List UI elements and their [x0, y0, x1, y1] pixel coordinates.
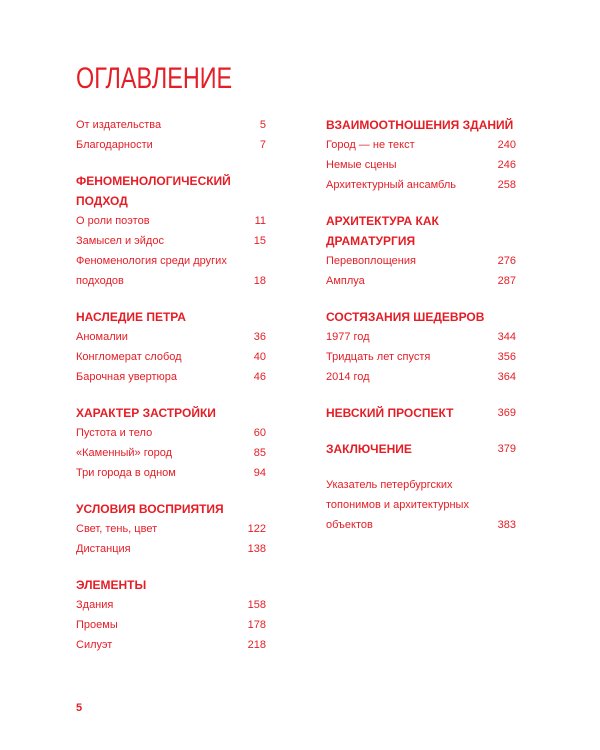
entry-page: 246 — [497, 159, 516, 171]
toc-entry[interactable] — [326, 175, 516, 195]
entry-page: 36 — [253, 331, 266, 343]
toc-entry[interactable] — [76, 519, 266, 539]
toc-entry[interactable] — [326, 367, 516, 387]
entry-label: Проемы — [76, 619, 118, 631]
section-title: НЕВСКИЙ ПРОСПЕКТ — [326, 406, 454, 420]
section-title: АРХИТЕКТУРА КАК ДРАМАТУРГИЯ — [326, 214, 439, 248]
page-number: 5 — [76, 702, 83, 714]
entry-label: 1977 год — [326, 331, 370, 343]
entry-label: Барочная увертюра — [76, 371, 178, 383]
entry-label: Указатель петербургских топонимов и архитектурных объектов — [326, 479, 469, 531]
toc-entry[interactable] — [76, 443, 266, 463]
entry-page: 11 — [254, 215, 266, 227]
entry-page: 138 — [247, 543, 266, 555]
entry-page: 364 — [497, 371, 516, 383]
entry-label: О роли поэтов — [76, 215, 150, 227]
section-title: СОСТЯЗАНИЯ ШЕДЕВРОВ — [326, 310, 485, 324]
entry-page: 240 — [497, 139, 516, 151]
entry-page: 344 — [497, 331, 516, 343]
entry-label: Тридцать лет спустя — [326, 351, 431, 363]
entry-label: Благодарности — [76, 139, 153, 151]
toc-entry[interactable] — [326, 347, 516, 367]
entry-label: Конгломерат слобод — [76, 351, 182, 363]
toc-entry[interactable] — [76, 231, 266, 251]
section-heading[interactable] — [76, 171, 231, 211]
toc-entry[interactable] — [76, 327, 266, 347]
section-title: ВЗАИМООТНОШЕНИЯ ЗДАНИЙ — [326, 118, 514, 132]
toc-entry[interactable] — [326, 271, 516, 291]
section-heading-conclusion[interactable] — [326, 439, 516, 459]
entry-label: Архитектурный ансамбль — [326, 179, 456, 191]
toc-entry[interactable] — [326, 155, 516, 175]
toc-right-column — [326, 115, 516, 535]
entry-page: 178 — [247, 619, 266, 631]
entry-label: Аномалии — [76, 331, 128, 343]
entry-page: 218 — [247, 639, 266, 651]
entry-page: 5 — [259, 119, 266, 131]
entry-label: Перевоплощения — [326, 255, 416, 267]
section-heading[interactable] — [76, 499, 266, 519]
section-heading[interactable] — [326, 307, 516, 327]
section-heading[interactable] — [76, 403, 266, 423]
toc-entry[interactable] — [76, 463, 266, 483]
entry-label: Амплуа — [326, 275, 365, 287]
entry-page: 258 — [497, 179, 516, 191]
toc-entry[interactable] — [76, 211, 266, 231]
toc-entry[interactable] — [76, 135, 266, 155]
section-title: ХАРАКТЕР ЗАСТРОЙКИ — [76, 406, 216, 420]
entry-page: 46 — [253, 371, 266, 383]
entry-label: Свет, тень, цвет — [76, 523, 158, 535]
entry-page: 15 — [253, 235, 266, 247]
section-heading[interactable] — [326, 115, 516, 135]
entry-label: Замысел и эйдос — [76, 235, 164, 247]
entry-page: 94 — [253, 467, 266, 479]
entry-page: 379 — [497, 443, 516, 455]
entry-page: 369 — [497, 407, 516, 419]
section-heading[interactable] — [76, 575, 266, 595]
entry-label: Немые сцены — [326, 159, 397, 171]
entry-label: Пустота и тело — [76, 427, 153, 439]
entry-label: Силуэт — [76, 639, 113, 651]
entry-page: 18 — [253, 275, 266, 287]
toc-entry[interactable] — [76, 367, 266, 387]
toc-entry[interactable] — [76, 251, 266, 291]
entry-page: 383 — [497, 519, 516, 531]
toc-entry[interactable] — [76, 595, 266, 615]
section-title: УСЛОВИЯ ВОСПРИЯТИЯ — [76, 502, 224, 516]
toc-entry[interactable] — [76, 115, 266, 135]
section-title: ФЕНОМЕНОЛОГИЧЕСКИЙ ПОДХОД — [76, 174, 231, 208]
entry-label: 2014 год — [326, 371, 370, 383]
toc-entry[interactable] — [76, 347, 266, 367]
section-title: НАСЛЕДИЕ ПЕТРА — [76, 310, 186, 324]
toc-entry[interactable] — [326, 135, 516, 155]
toc-left-column — [76, 115, 266, 655]
section-heading[interactable] — [76, 307, 266, 327]
entry-page: 122 — [247, 523, 266, 535]
entry-label: «Каменный» город — [76, 447, 172, 459]
toc-entry[interactable] — [76, 615, 266, 635]
toc-entry[interactable] — [326, 251, 516, 271]
page-title: ОГЛАВЛЕНИЕ — [76, 62, 233, 95]
entry-label: Здания — [76, 599, 114, 611]
entry-page: 40 — [253, 351, 266, 363]
entry-page: 60 — [253, 427, 266, 439]
entry-page: 85 — [253, 447, 266, 459]
entry-label: Феноменология среди других подходов — [76, 255, 227, 287]
toc-entry[interactable] — [76, 635, 266, 655]
entry-label: Город — не текст — [326, 139, 415, 151]
toc-entry-index[interactable] — [326, 475, 516, 535]
entry-page: 356 — [497, 351, 516, 363]
section-heading[interactable] — [326, 211, 516, 251]
entry-page: 7 — [259, 139, 266, 151]
entry-page: 158 — [247, 599, 266, 611]
toc-entry[interactable] — [76, 539, 266, 559]
entry-label: Дистанция — [76, 543, 131, 555]
section-title: ЗАКЛЮЧЕНИЕ — [326, 442, 412, 456]
entry-label: Три города в одном — [76, 467, 176, 479]
entry-label: От издательства — [76, 119, 162, 131]
section-heading-nevsky[interactable] — [326, 403, 516, 423]
entry-page: 287 — [497, 275, 516, 287]
entry-page: 276 — [497, 255, 516, 267]
toc-entry[interactable] — [326, 327, 516, 347]
toc-entry[interactable] — [76, 423, 266, 443]
section-title: ЭЛЕМЕНТЫ — [76, 578, 147, 592]
